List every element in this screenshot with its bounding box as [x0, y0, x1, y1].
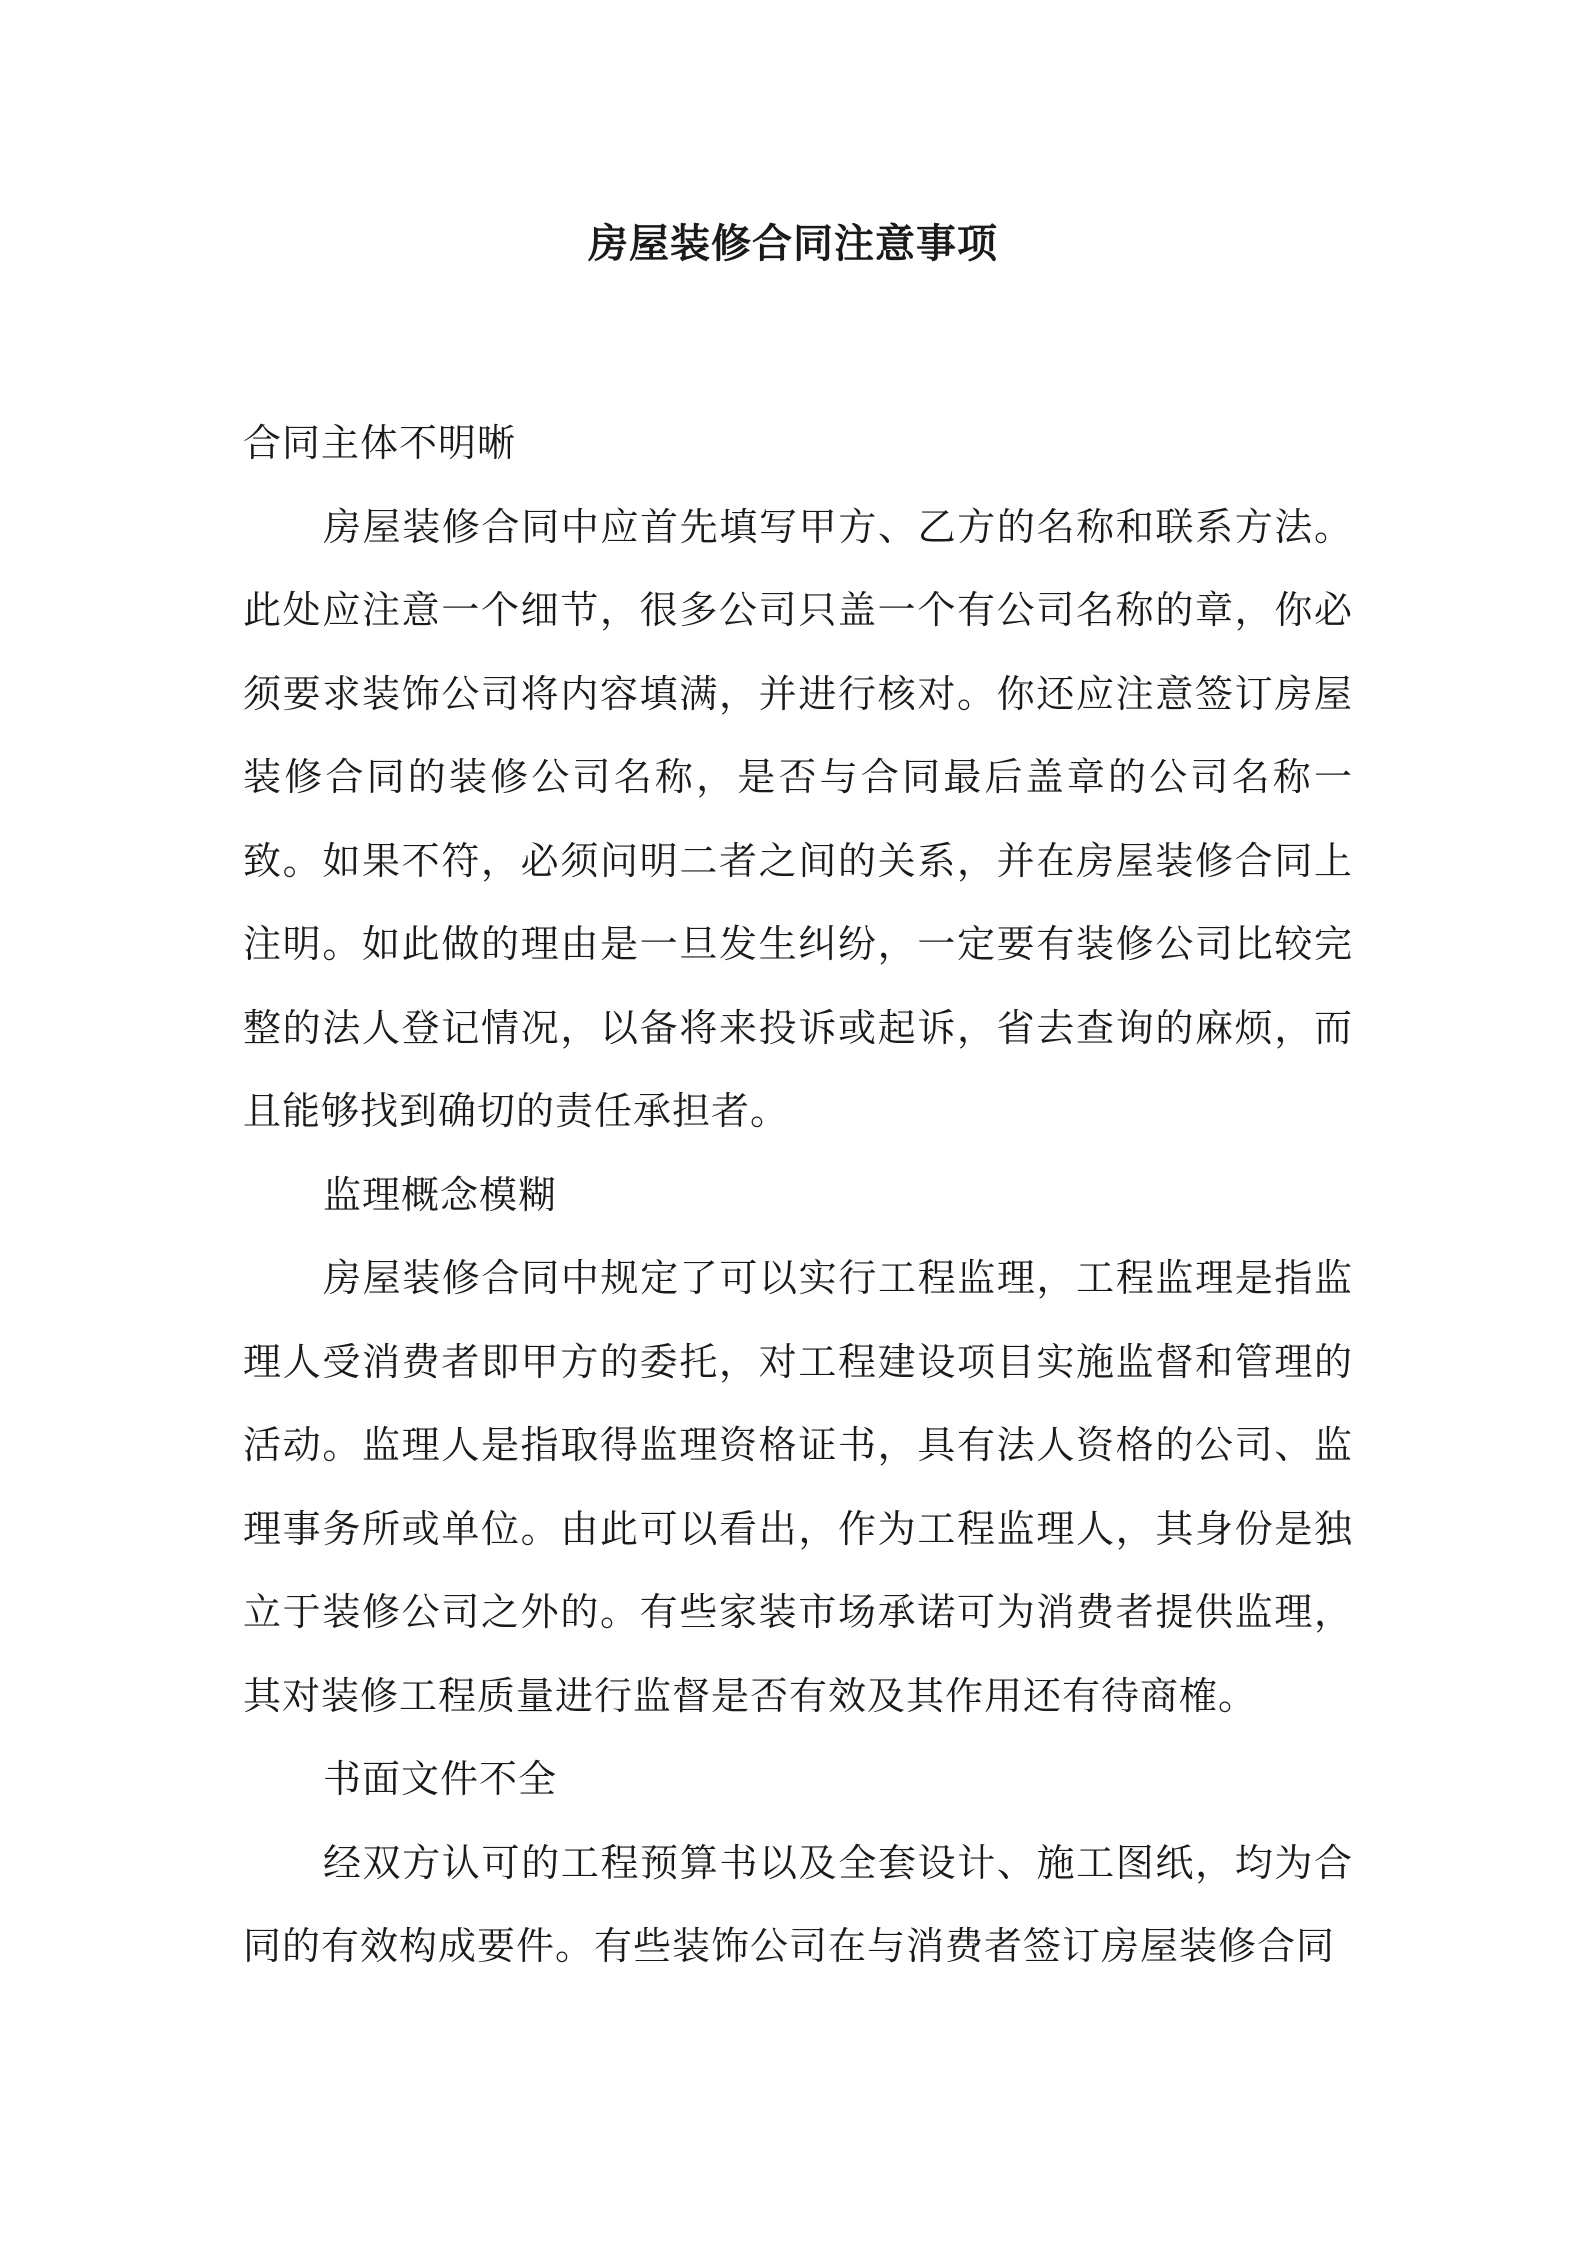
section-heading: 书面文件不全 — [323, 1757, 558, 1801]
section-heading: 合同主体不明晰 — [243, 421, 517, 465]
section-heading: 监理概念模糊 — [323, 1172, 558, 1217]
section-paragraph: 经双方认可的工程预算书以及全套设计、施工图纸，均为合同的有效构成要件。有些装饰公司在与消费者签订房屋装修合同 — [243, 1840, 1353, 1968]
section-paragraph: 房屋装修合同中规定了可以实行工程监理，工程监理是指监理人受消费者即甲方的委托，对工程建设项目实施监督和管理的活动。监理人是指取得监理资格证书，具有法人资格的公司、监理事务所或单位。由此可以看出，作为工程监理人，其身份是独立于装修公司之外的。有些家装市场承诺可为消费者提供监理，其对装修工程质量进行监督是否有效及其作用还有待商榷。 — [243, 1256, 1353, 1718]
section-paragraph: 房屋装修合同中应首先填写甲方、乙方的名称和联系方法。此处应注意一个细节，很多公司只盖一个有公司名称的章，你必须要求装饰公司将内容填满，并进行核对。你还应注意签订房屋装修合同的装修公司名称，是否与合同最后盖章的公司名称一致。如果不符，必须问明二者之间的关系，并在房屋装修合同上注明。如此做的理由是一旦发生纠纷，一定要有装修公司比较完整的法人登记情况，以备将来投诉或起诉，省去查询的麻烦，而且能够找到确切的责任承担者。 — [243, 504, 1353, 1133]
document-title: 房屋装修合同注意事项 — [588, 221, 998, 267]
document-body — [243, 402, 1353, 1989]
